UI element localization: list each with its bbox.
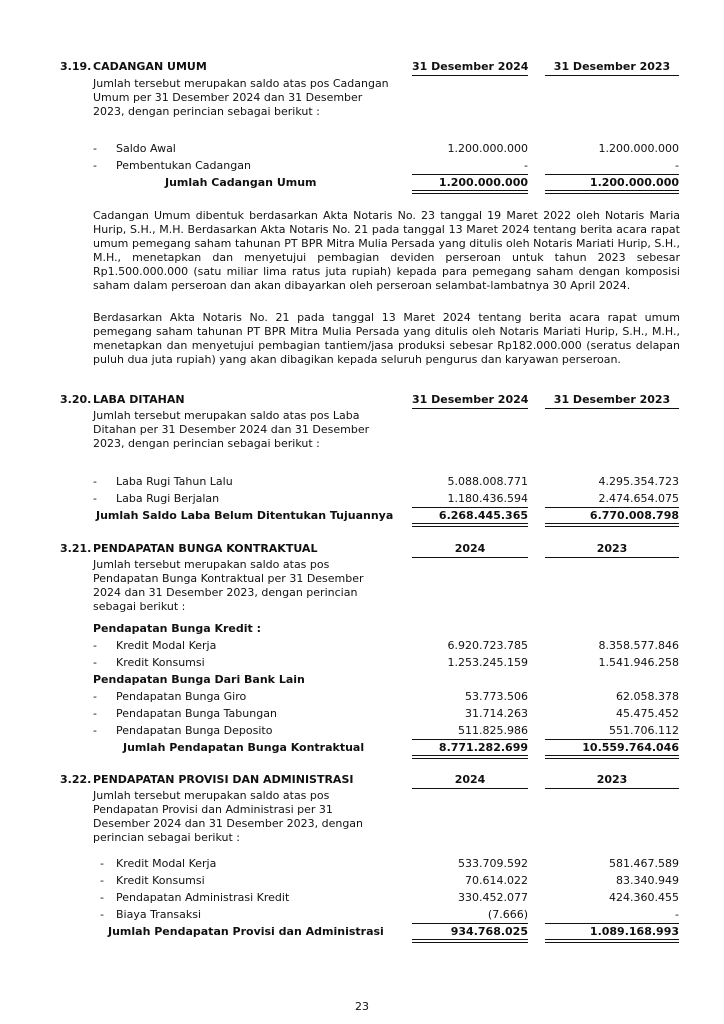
value-2024: 533.709.592 — [458, 857, 528, 870]
section-description: Jumlah tersebut merupakan saldo atas pos Pendapatan Bunga Kontraktual per 31 Desember 2024 dan 31 Desember 2023, dengan perincian sebagai berikut : — [93, 558, 364, 613]
total-value-2024: 8.771.282.699 — [438, 741, 528, 754]
value-2024: (7.666) — [487, 908, 528, 921]
value-2024: 330.452.077 — [458, 891, 528, 904]
value-2023: 424.360.455 — [609, 891, 679, 904]
row-label: Laba Rugi Berjalan — [116, 492, 220, 505]
section-number: 3.19. — [60, 60, 92, 73]
row-label: Saldo Awal — [116, 142, 176, 155]
paragraph-tantiem: Berdasarkan Akta Notaris No. 21 pada tanggal 13 Maret 2024 tentang berita acara rapat umum pemegang saham tahunan PT BPR Mitra Mulia Persada yang ditulis oleh Notaris Mariati Hurip, S.H., M.H., menetapkan dan menyetujui pembagian tantiem/jasa produksi sebesar Rp182.000.000 (seratus delapan puluh dua juta rupiah) yang akan dibagikan kepada seluruh pengurus dan karyawan perseroan. — [93, 311, 680, 366]
header-underline — [412, 788, 528, 789]
total-double-underline — [545, 939, 679, 943]
section-description: Jumlah tersebut merupakan saldo atas pos Cadangan Umum per 31 Desember 2024 dan 31 Desember 2023, dengan perincian sebagai berikut : — [93, 77, 389, 118]
value-2023: 62.058.378 — [616, 690, 679, 703]
column-header-2023: 31 Desember 2023 — [553, 393, 671, 406]
paragraph-cadangan-umum: Cadangan Umum dibentuk berdasarkan Akta Notaris No. 23 tanggal 19 Maret 2022 oleh Notaris Maria Hurip, S.H., M.H. Berdasarkan Akta Notaris No. 21 pada tanggal 13 Maret 2024 tentang berita acara rapat umum pemegang saham tahunan PT BPR Mitra Mulia Persada yang ditulis oleh Notaris Mariati Hurip, S.H., M.H., menetapkan dan menyetujui pembagian deviden perseroan untuk tahun 2023 sebesar Rp1.500.000.000 (satu miliar lima ratus juta rupiah) kepada para pemegang saham dengan komposisi saham dalam perseroan dan akan dibayarkan oleh perseroan selambat-lambatnya 30 April 2024. — [93, 209, 680, 292]
total-label: Jumlah Saldo Laba Belum Ditentukan Tujuannya — [96, 509, 394, 522]
header-underline — [545, 408, 679, 409]
total-double-underline — [545, 523, 679, 527]
header-underline — [545, 557, 679, 558]
section-description: Jumlah tersebut merupakan saldo atas pos Pendapatan Provisi dan Administrasi per 31 Desember 2024 dan 31 Desember 2023, dengan perincian sebagai berikut : — [93, 789, 364, 844]
value-2024: 1.180.436.594 — [447, 492, 528, 505]
header-underline — [412, 75, 528, 76]
subtotal-line — [545, 507, 679, 508]
value-2024: 70.614.022 — [465, 874, 528, 887]
row-label: Laba Rugi Tahun Lalu — [116, 475, 233, 488]
row-label: Kredit Modal Kerja — [116, 857, 217, 870]
section-title: CADANGAN UMUM — [93, 60, 207, 73]
total-value-2023: 10.559.764.046 — [582, 741, 679, 754]
subtotal-line — [412, 507, 528, 508]
value-2023: 83.340.949 — [616, 874, 679, 887]
total-double-underline — [412, 190, 528, 194]
total-double-underline — [545, 755, 679, 759]
value-2023: - — [675, 159, 679, 172]
total-label: Jumlah Pendapatan Provisi dan Administrasi — [108, 925, 384, 938]
section-title: PENDAPATAN BUNGA KONTRAKTUAL — [93, 542, 318, 555]
total-value-2023: 1.089.168.993 — [589, 925, 679, 938]
column-header-2023: 31 Desember 2023 — [553, 60, 671, 73]
section-number: 3.22. — [60, 773, 92, 786]
value-2023: 2.474.654.075 — [598, 492, 679, 505]
total-label: Jumlah Cadangan Umum — [165, 176, 317, 189]
page-number: 23 — [355, 1000, 369, 1013]
value-2023: - — [675, 908, 679, 921]
value-2023: 8.358.577.846 — [598, 639, 679, 652]
section-title: PENDAPATAN PROVISI DAN ADMINISTRASI — [93, 773, 354, 786]
subtotal-line — [412, 923, 528, 924]
total-double-underline — [412, 523, 528, 527]
row-label: Kredit Konsumsi — [116, 656, 205, 669]
value-2023: 1.541.946.258 — [598, 656, 679, 669]
value-2024: 1.253.245.159 — [447, 656, 528, 669]
subtotal-line — [545, 174, 679, 175]
header-underline — [412, 557, 528, 558]
value-2023: 1.200.000.000 — [598, 142, 679, 155]
value-2024: 511.825.986 — [458, 724, 528, 737]
subtotal-line — [545, 739, 679, 740]
column-header-2024: 2024 — [454, 542, 486, 555]
header-underline — [545, 75, 679, 76]
value-2024: 1.200.000.000 — [447, 142, 528, 155]
row-label: Pendapatan Administrasi Kredit — [116, 891, 290, 904]
subtotal-line — [412, 739, 528, 740]
row-label: Pendapatan Bunga Deposito — [116, 724, 273, 737]
section-description: Jumlah tersebut merupakan saldo atas pos Laba Ditahan per 31 Desember 2024 dan 31 Desember 2023, dengan perincian sebagai berikut : — [93, 409, 370, 450]
value-2024: 5.088.008.771 — [447, 475, 528, 488]
total-double-underline — [412, 755, 528, 759]
total-double-underline — [412, 939, 528, 943]
column-header-2024: 31 Desember 2024 — [412, 60, 529, 73]
section-title: LABA DITAHAN — [93, 393, 185, 406]
value-2024: 6.920.723.785 — [447, 639, 528, 652]
column-header-2024: 2024 — [454, 773, 486, 786]
value-2024: - — [524, 159, 528, 172]
section-number: 3.21. — [60, 542, 92, 555]
subtotal-line — [545, 923, 679, 924]
value-2024: 53.773.506 — [465, 690, 528, 703]
value-2023: 551.706.112 — [609, 724, 679, 737]
row-label: Biaya Transaksi — [116, 908, 202, 921]
value-2023: 581.467.589 — [609, 857, 679, 870]
row-label: Pembentukan Cadangan — [116, 159, 251, 172]
group-heading: Pendapatan Bunga Kredit : — [93, 622, 262, 635]
column-header-2023: 2023 — [596, 773, 628, 786]
total-value-2024: 1.200.000.000 — [438, 176, 528, 189]
value-2023: 4.295.354.723 — [598, 475, 679, 488]
column-header-2024: 31 Desember 2024 — [412, 393, 529, 406]
total-value-2024: 6.268.445.365 — [438, 509, 528, 522]
row-label: Kredit Modal Kerja — [116, 639, 217, 652]
row-label: Pendapatan Bunga Tabungan — [116, 707, 277, 720]
row-label: Kredit Konsumsi — [116, 874, 205, 887]
total-label: Jumlah Pendapatan Bunga Kontraktual — [123, 741, 365, 754]
total-value-2023: 1.200.000.000 — [589, 176, 679, 189]
header-underline — [412, 408, 528, 409]
value-2024: 31.714.263 — [465, 707, 528, 720]
value-2023: 45.475.452 — [616, 707, 679, 720]
total-value-2024: 934.768.025 — [450, 925, 528, 938]
section-number: 3.20. — [60, 393, 92, 406]
subtotal-line — [412, 174, 528, 175]
total-double-underline — [545, 190, 679, 194]
group-heading: Pendapatan Bunga Dari Bank Lain — [93, 673, 305, 686]
header-underline — [545, 788, 679, 789]
column-header-2023: 2023 — [596, 542, 628, 555]
row-label: Pendapatan Bunga Giro — [116, 690, 247, 703]
total-value-2023: 6.770.008.798 — [589, 509, 679, 522]
